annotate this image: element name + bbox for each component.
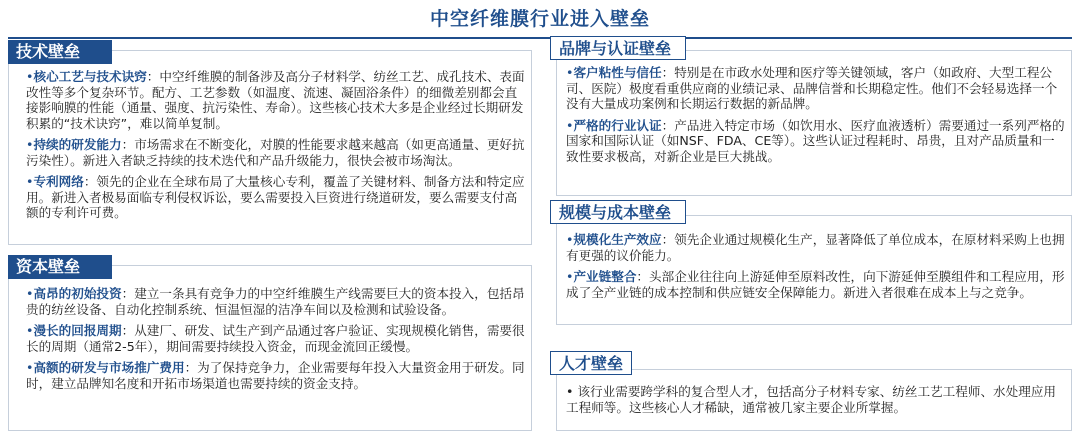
capital-barrier-heading: 资本壁垒	[8, 255, 112, 279]
list-item: •高额的研发与市场推广费用：为了保持竞争力，企业需要每年投入大量资金用于研发。同时，建立品牌知名度和开拓市场渠道也需要持续的资金支持。	[26, 360, 525, 391]
title-divider	[8, 37, 1072, 39]
list-item: • 该行业需要跨学科的复合型人才，包括高分子材料专家、纺丝工艺工程师、水处理应用工程师等。这些核心人才稀缺，通常被几家主要企业所掌握。	[566, 384, 1057, 415]
list-item: •严格的行业认证：产品进入特定市场（如饮用水、医疗血液透析）需要通过一系列严格的国家和国际认证（如NSF、FDA、CE等）。这些认证过程耗时、昂贵，且对产品质量和一致性要求极高，对新企业是巨大挑战。	[566, 117, 1065, 164]
list-item: •核心工艺与技术诀窍：中空纤维膜的制备涉及高分子材料学、纺丝工艺、成孔技术、表面改性等多个复杂环节。配方、工艺参数（如温度、流速、凝固浴条件）的细微差别都会直接影响膜的性能（通量、强度、抗污染性、寿命）。这些核心技术大多是企业经过长期研发积累的“技术诀窍”，难以简单复制。	[26, 69, 525, 131]
tech-barrier-heading: 技术壁垒	[8, 40, 112, 64]
list-item: •持续的研发能力：市场需求在不断变化，对膜的性能要求越来越高（如更高通量、更好抗污染性）。新进入者缺乏持续的技术迭代和产品升级能力，很快会被市场淘汰。	[26, 137, 525, 168]
list-item: •漫长的回报周期：从建厂、研发、试生产到产品通过客户验证、实现规模化销售，需要很长的周期（通常2-5年），期间需要持续投入资金，而现金流回正缓慢。	[26, 323, 525, 354]
page-title: 中空纤维膜行业进入壁垒	[429, 8, 650, 30]
tech-barrier-list	[26, 69, 526, 227]
brand-barrier-list	[566, 65, 1066, 170]
list-item: •高昂的初始投资：建立一条具有竞争力的中空纤维膜生产线需要巨大的资本投入，包括昂贵的纺丝设备、自动化控制系统、恒温恒湿的洁净车间以及检测和试验设备。	[26, 286, 525, 317]
list-item: •产业链整合：头部企业往往向上游延伸至原料改性，向下游延伸至膜组件和工程应用，形成了全产业链的成本控制和供应链安全保障能力。新进入者很难在成本上与之竞争。	[566, 269, 1065, 300]
talent-barrier-heading: 人才壁垒	[550, 351, 632, 375]
scale-barrier-list	[566, 232, 1066, 306]
talent-barrier-list	[566, 384, 1066, 421]
list-item: •专利网络：领先的企业在全球布局了大量核心专利，覆盖了关键材料、制备方法和特定应用。新进入者极易面临专利侵权诉讼，要么需要投入巨资进行绕道研发，要么需要支付高额的专利许可费。	[26, 174, 525, 220]
capital-barrier-list	[26, 286, 526, 397]
list-item: •客户粘性与信任：特别是在市政水处理和医疗等关键领域，客户（如政府、大型工程公司、医院）极度看重供应商的业绩记录、品牌信誉和长期稳定性。他们不会轻易选择一个没有大量成功案例和长期运行数据的新品牌。	[566, 65, 1058, 111]
list-item: •规模化生产效应：领先企业通过规模化生产，显著降低了单位成本，在原材料采购上也拥有更强的议价能力。	[566, 232, 1065, 263]
scale-barrier-heading: 规模与成本壁垒	[550, 200, 686, 224]
brand-barrier-heading: 品牌与认证壁垒	[550, 36, 686, 60]
